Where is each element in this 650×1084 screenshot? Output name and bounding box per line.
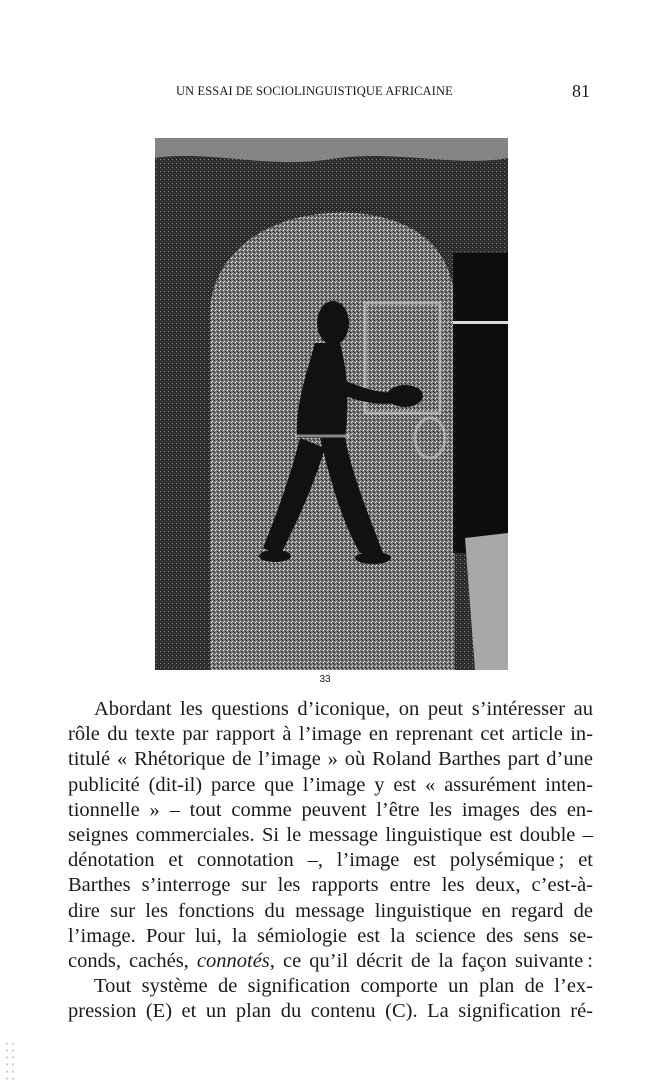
body-text: [68, 697, 593, 1025]
text-line: [68, 949, 593, 974]
text-line: pression (E) et un plan du contenu (C). La signification ré-: [68, 1000, 593, 1023]
page-number: 81: [572, 81, 590, 101]
text-line: Abordant les questions d’iconique, on peut s’intéresser au: [94, 698, 593, 720]
figure-photograph: [155, 138, 508, 670]
text-line: rôle du texte par rapport à l’image en reprenant cet article in-: [68, 723, 593, 746]
photo-illustration: [155, 138, 508, 670]
text-fragment: , ce qu’il décrit de la façon suivante :: [269, 950, 593, 973]
text-line: publicité (dit-il) parce que l’image y est « assurément inten-: [68, 773, 593, 796]
scan-artifact: [4, 1040, 18, 1080]
text-line: seignes commerciales. Si le message linguistique est double –: [68, 824, 593, 847]
text-line: dénotation et connotation –, l’image est polysémique ; et: [68, 849, 593, 872]
text-line: l’image. Pour lui, la sémiologie est la science des sens se-: [68, 924, 593, 947]
text-fragment: conds, cachés,: [68, 950, 197, 973]
text-line: tionnelle » – tout comme peuvent l’être les images des en-: [68, 798, 593, 821]
running-head: UN ESSAI DE SOCIOLINGUISTIQUE AFRICAINE: [176, 84, 453, 98]
text-line: Tout système de signification comporte un plan de l’ex-: [94, 975, 593, 998]
text-line: Barthes s’interroge sur les rapports entre les deux, c’est-à-: [68, 874, 593, 897]
emphasized-term: connotés: [196, 950, 270, 973]
text-line: titulé « Rhétorique de l’image » où Roland Barthes part d’une: [68, 748, 593, 771]
figure-caption: 33: [319, 674, 331, 685]
text-line: dire sur les fonctions du message linguistique en regard de: [68, 899, 593, 922]
